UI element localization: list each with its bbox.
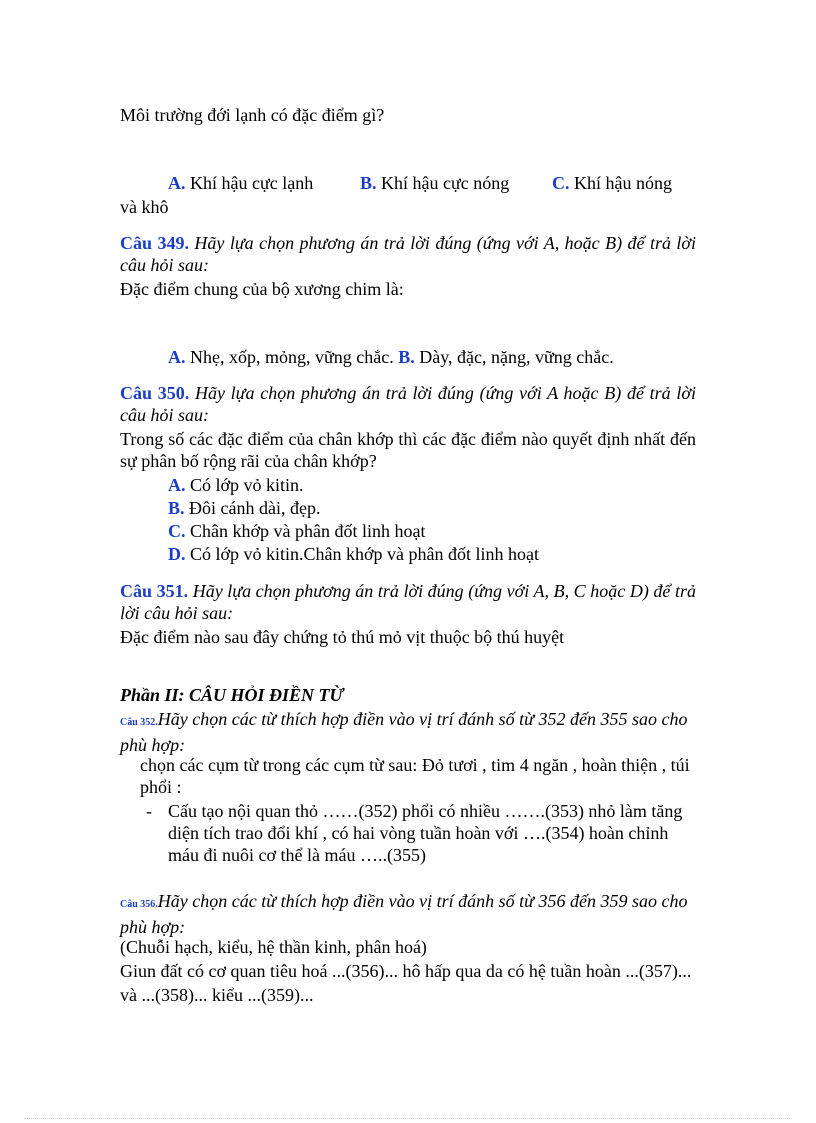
q352-bullet: - — [146, 801, 152, 821]
q350-question: Trong số các đặc điểm của chân khớp thì các đặc điểm nào quyết định nhất đến sự phân bố rộng rãi của chân khớp? — [120, 429, 696, 471]
q352-label: Câu 352. — [120, 717, 158, 728]
q349-instruction: Câu 349. Hãy lựa chọn phương án trả lời đúng (ứng với A, hoặc B) để trả lời câu hỏi sau: — [120, 233, 697, 275]
part2-heading: Phần II: CÂU HỎI ĐIỀN TỪ — [120, 685, 344, 705]
q349-options: A. Nhẹ, xốp, mỏng, vững chắc. B. Dày, đặc, nặng, vững chắc. — [168, 347, 614, 367]
q349-question: Đặc điểm chung của bộ xương chim là: — [120, 279, 404, 299]
q351-label: Câu 351. — [120, 581, 189, 601]
q352-passage: Cấu tạo nội quan thỏ ……(352) phổi có nhiều …….(353) nhỏ làm tăng diện tích trao đổi khí , có hai vòng tuần hoàn với ….(354) hoàn chỉnh máu đi nuôi cơ thể là máu …..(355) — [168, 801, 683, 865]
q348-option-c-continuation: và khô — [120, 197, 169, 217]
q356-words: (Chuỗi hạch, kiểu, hệ thần kinh, phân hoá) — [120, 937, 427, 957]
q350-option-d: D. Có lớp vỏ kitin.Chân khớp và phân đốt linh hoạt — [168, 544, 540, 564]
q349-label: Câu 349. — [120, 233, 189, 253]
q350-option-a: A. Có lớp vỏ kitin. — [168, 475, 304, 495]
q356-passage: Giun đất có cơ quan tiêu hoá ...(356)... hô hấp qua da có hệ tuần hoàn ...(357)... và ...(358)... kiểu ...(359)... — [120, 961, 692, 1005]
q351-question: Đặc điểm nào sau đây chứng tỏ thú mỏ vịt thuộc bộ thú huyệt — [120, 627, 565, 647]
q356-instruction: Câu 356.Hãy chọn các từ thích hợp điền vào vị trí đánh số từ 356 đến 359 sao cho phù hợp: — [120, 891, 688, 937]
q350-option-c: C. Chân khớp và phân đốt linh hoạt — [168, 521, 426, 541]
q348-option-c: C. Khí hậu nóng — [552, 173, 672, 193]
q348-option-b: B. Khí hậu cực nóng — [360, 173, 510, 193]
q350-option-b: B. Đôi cánh dài, đẹp. — [168, 498, 321, 518]
q352-instruction: Câu 352.Hãy chọn các từ thích hợp điền vào vị trí đánh số từ 352 đến 355 sao cho phù hợp: — [120, 709, 688, 755]
q348-option-a: A. Khí hậu cực lạnh — [168, 173, 314, 193]
page-bottom-divider — [24, 1118, 792, 1119]
q350-label: Câu 350. — [120, 383, 190, 403]
q352-words: chọn các cụm từ trong các cụm từ sau: Đỏ tươi , tim 4 ngăn , hoàn thiện , túi phổi : — [140, 755, 690, 797]
q356-label: Câu 356. — [120, 899, 158, 910]
q348-question: Môi trường đới lạnh có đặc điểm gì? — [120, 105, 385, 125]
q350-instruction: Câu 350. Hãy lựa chọn phương án trả lời đúng (ứng với A hoặc B) để trả lời câu hỏi sau: — [120, 383, 697, 425]
q351-instruction: Câu 351. Hãy lựa chọn phương án trả lời đúng (ứng với A, B, C hoặc D) để trả lời câu hỏi sau: — [120, 581, 697, 623]
